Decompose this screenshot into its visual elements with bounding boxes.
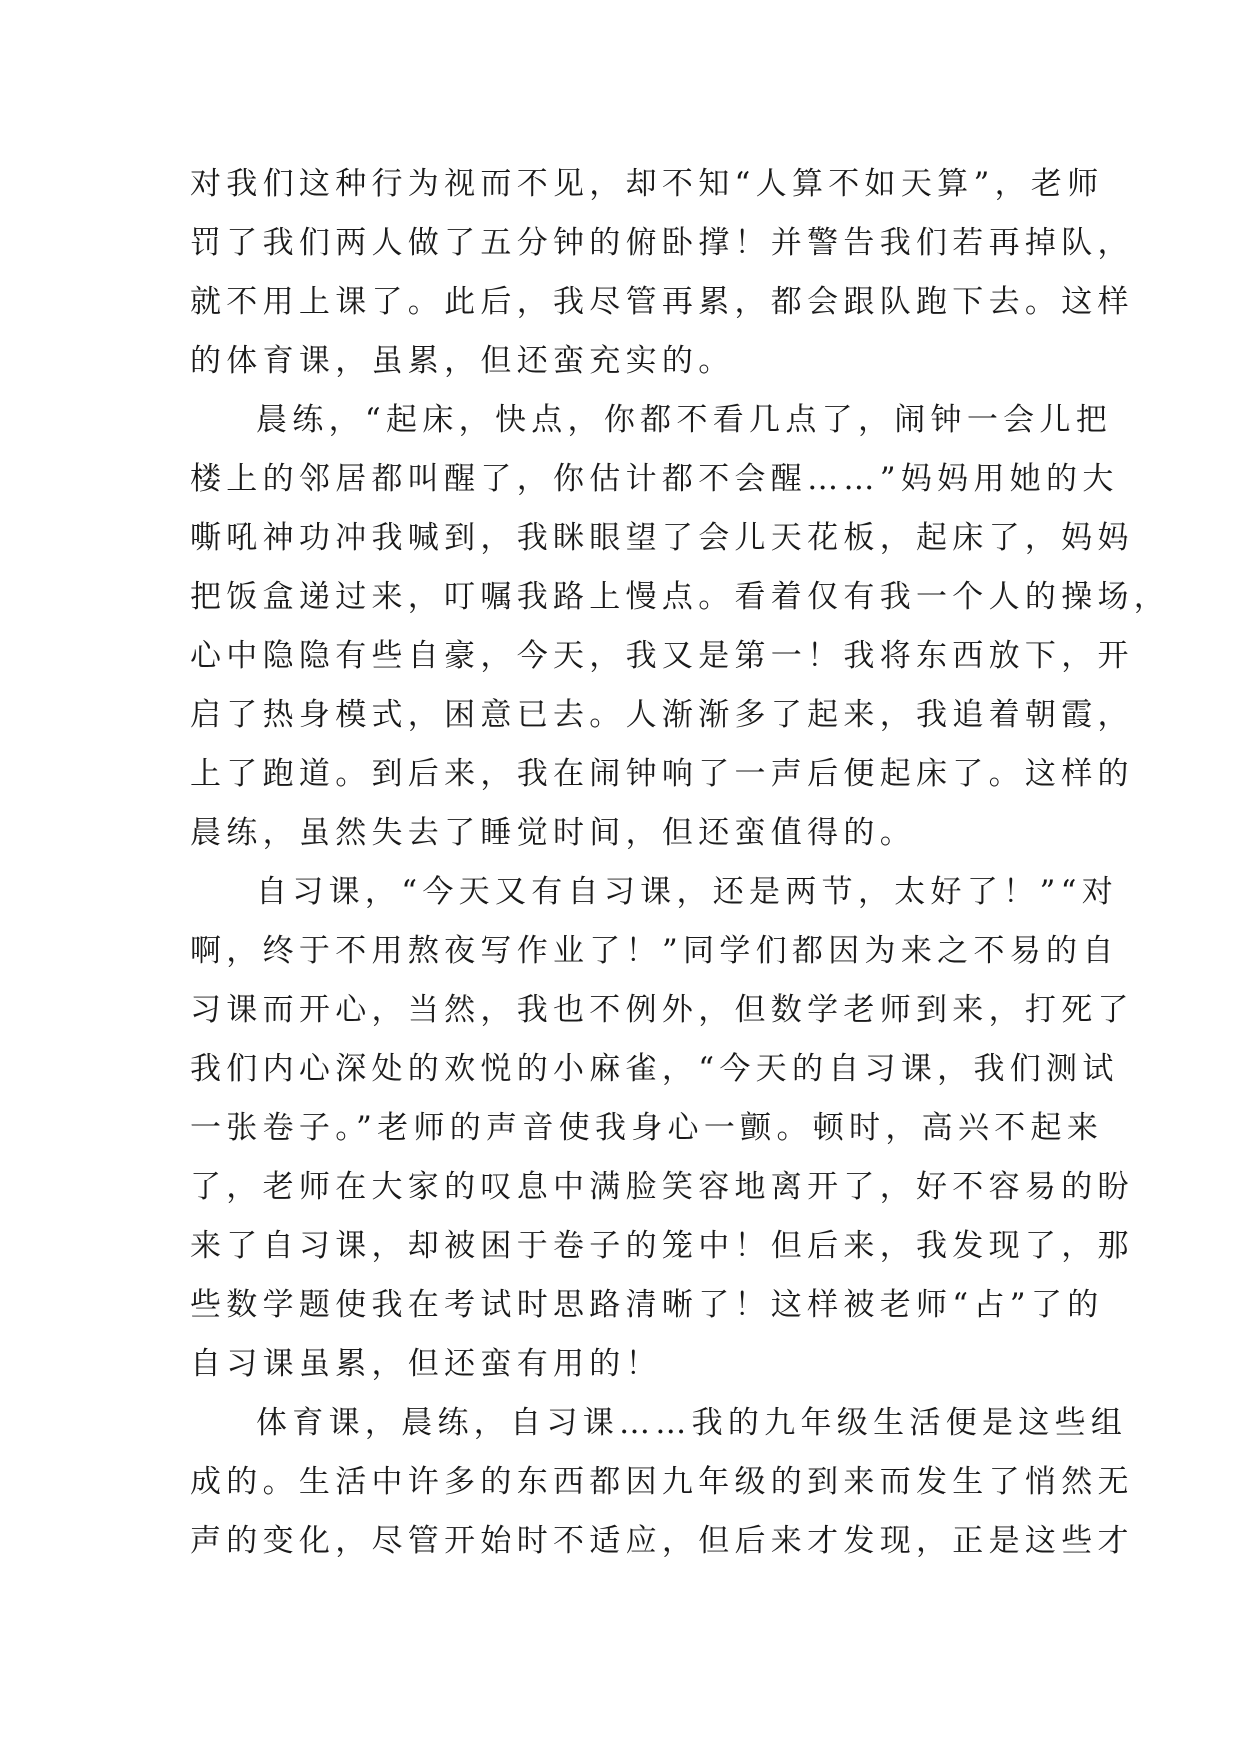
text-line: 上了跑道。到后来，我在闹钟响了一声后便起床了。这样的 xyxy=(190,756,1134,792)
text-line: 声的变化，尽管开始时不适应，但后来才发现，正是这些才 xyxy=(190,1523,1134,1559)
text-line: 楼上的邻居都叫醒了，你估计都不会醒……”妈妈用她的大 xyxy=(190,461,1119,497)
text-line: 晨练，虽然失去了睡觉时间，但还蛮值得的。 xyxy=(190,815,916,851)
text-line: 啊，终于不用熬夜写作业了！”同学们都因为来之不易的自 xyxy=(190,933,1119,969)
text-line: 自习课虽累，但还蛮有用的！ xyxy=(190,1346,662,1382)
text-line: 的体育课，虽累，但还蛮充实的。 xyxy=(190,343,735,379)
text-line: 成的。生活中许多的东西都因九年级的到来而发生了悄然无 xyxy=(190,1464,1134,1500)
text-line: 启了热身模式，困意已去。人渐渐多了起来，我追着朝霞， xyxy=(190,697,1134,733)
text-line: 些数学题使我在考试时思路清晰了！这样被老师“占”了的 xyxy=(190,1287,1104,1323)
paragraph-first-line: 晨练，“起床，快点，你都不看几点了，闹钟一会儿把 xyxy=(256,402,1113,438)
text-line: 心中隐隐有些自豪，今天，我又是第一！我将东西放下，开 xyxy=(190,638,1134,674)
text-line: 罚了我们两人做了五分钟的俯卧撑！并警告我们若再掉队， xyxy=(190,225,1134,261)
text-line: 嘶吼神功冲我喊到，我眯眼望了会儿天花板，起床了，妈妈 xyxy=(190,520,1134,556)
text-line: 就不用上课了。此后，我尽管再累，都会跟队跑下去。这样 xyxy=(190,284,1134,320)
text-line: 把饭盒递过来，叮嘱我路上慢点。看着仅有我一个人的操场， xyxy=(190,579,1171,615)
text-line: 我们内心深处的欢悦的小麻雀，“今天的自习课，我们测试 xyxy=(190,1051,1119,1087)
body-text xyxy=(190,155,1171,1571)
text-line: 一张卷子。”老师的声音使我身心一颤。顿时，高兴不起来 xyxy=(190,1110,1104,1146)
paragraph-first-line: 体育课，晨练，自习课……我的九年级生活便是这些组 xyxy=(256,1405,1128,1441)
paragraph-first-line: 自习课，“今天又有自习课，还是两节，太好了！”“对 xyxy=(256,874,1119,910)
text-line: 来了自习课，却被困于卷子的笼中！但后来，我发现了，那 xyxy=(190,1228,1134,1264)
text-line: 对我们这种行为视而不见，却不知“人算不如天算”，老师 xyxy=(190,166,1104,202)
text-line: 习课而开心，当然，我也不例外，但数学老师到来，打死了 xyxy=(190,992,1134,1028)
text-line: 了，老师在大家的叹息中满脸笑容地离开了，好不容易的盼 xyxy=(190,1169,1134,1205)
